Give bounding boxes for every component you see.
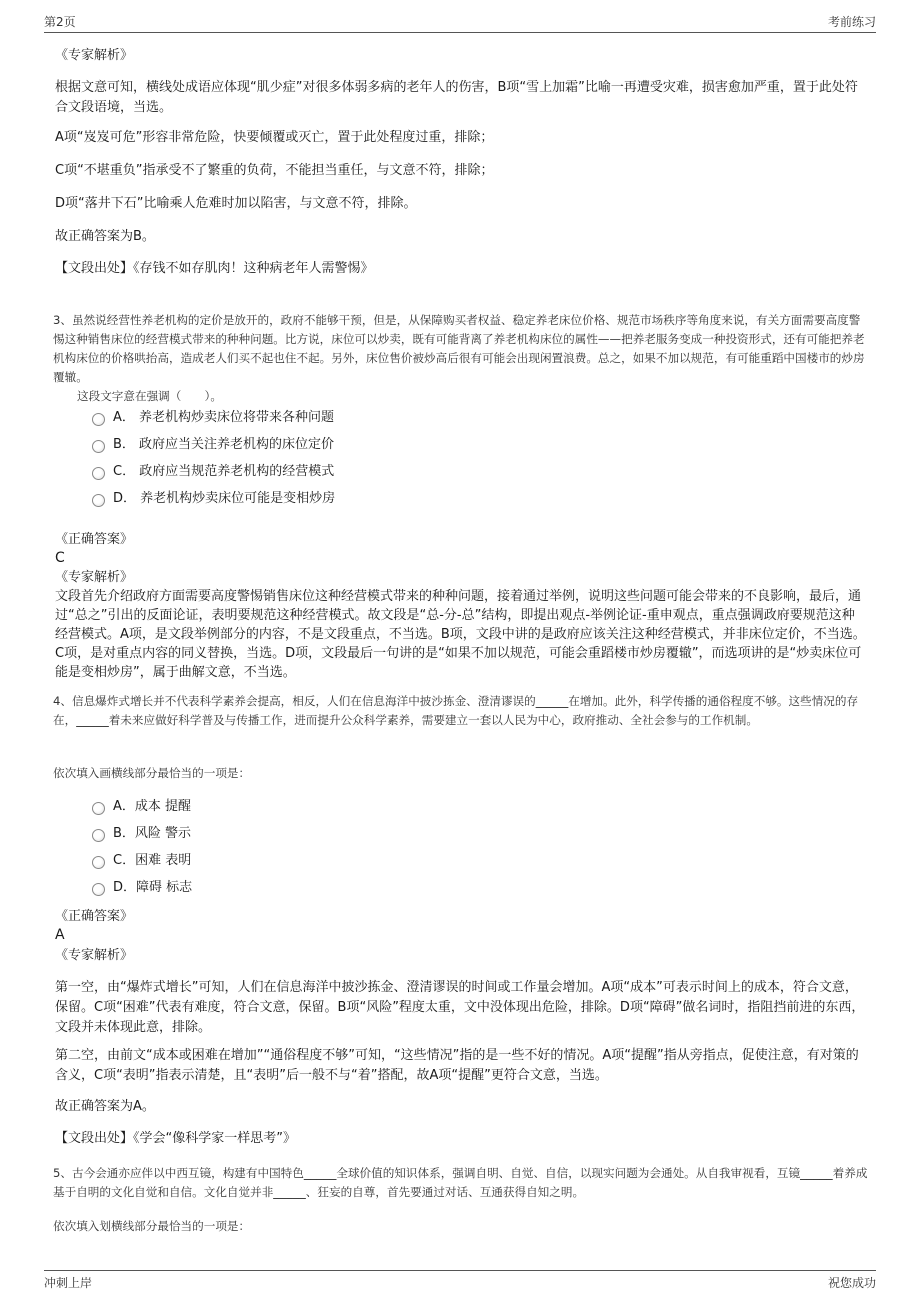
q4-stem-part-b: 在增加。此外，科学传播的通俗程度不够。这些情况的存在， [53,694,859,727]
page-header [44,10,876,33]
q3-analysis-label: 《专家解析》 [55,570,134,585]
q3-question: 这段文字意在强调（ ）。 [77,389,222,403]
page-number: 第2页 [44,15,76,29]
radio-icon[interactable] [92,494,105,507]
q4-source: 【文段出处】《学会“像科学家一样思考”》 [55,1131,296,1146]
q4-analysis-label: 《专家解析》 [55,948,134,963]
q4-option-b-label: B．风险 警示 [113,826,192,841]
q4-question: 依次填入画横线部分最恰当的一项是： [53,766,251,780]
q3-option-d[interactable] [92,489,335,509]
q4-blank-2: _____ [76,713,109,728]
q3-analysis: 文段首先介绍政府方面需要高度警惕销售床位这种经营模式带来的种种问题，接着通过举例，说明这些问题可能会带来的不良影响，最后，通过“总之”引出的反面论证，表明要规范这种经营模式。故文段是“总-分-总”结构，即提出观点-举例论证-重申观点，重点强调政府要规范这种经营模式。A项，是文段举例部分的内容，不是文段重点，不当选。B项，文段中讲的是政府应该关注这种经营模式，并非床位定价，不当选。C项，是对重点内容的同义替换，当选。D项，文段最后一句讲的是“如果不加以规范，可能会重蹈楼市炒房覆辙”，而选项讲的是“炒卖床位可能是变相炒房”，属于曲解文意，不当选。 [55,589,866,680]
q2-analysis-conclusion: 故正确答案为B。 [55,229,155,244]
q2-analysis-p1: 根据文意可知，横线处成语应体现“肌少症”对很多体弱多病的老年人的伤害，B项“雪上加霜”比喻一再遭受灾难，损害愈加严重，置于此处符合文段语境，当选。 [55,80,858,115]
q3-option-d-label: D． 养老机构炒卖床位可能是变相炒房 [113,491,336,506]
q3-stem: 3、虽然说经营性养老机构的定价是放开的，政府不能够干预，但是，从保障购买者权益、稳定养老床位价格、规范市场秩序等角度来说，有关方面需要高度警惕这种销售床位的经营模式带来的种种问题。比方说，床位可以炒卖，既有可能背离了养老机构床位的属性——把养老服务变成一种投资形式，还有可能把养老机构床位的价格哄抬高，造成老人们买不起也住不起。另外，床位售价被炒高后很有可能会出现闲置浪费。总之，如果不加以规范，有可能重蹈中国楼市的炒房覆辙。 [53,313,865,384]
q2-analysis-label: 《专家解析》 [55,48,134,63]
q3-option-c-label: C． 政府应当规范养老机构的经营模式 [113,464,335,479]
page-footer [44,1270,876,1295]
q4-stem [53,692,868,730]
q3-answer-label: 《正确答案》 [55,532,134,547]
q4-option-d-label: D．障碍 标志 [113,880,193,895]
q4-stem-part-a: 4、信息爆炸式增长并不代表科学素养会提高，相反，人们在信息海洋中披沙拣金、澄清谬误的 [53,694,536,708]
header-title: 考前练习 [827,15,876,29]
q5-stem-part-c: 着养成基于自明的文化自觉和自信。文化自觉并非 [53,1166,868,1199]
footer-left: 冲刺上岸 [44,1276,93,1290]
radio-icon[interactable] [92,856,105,869]
q2-analysis-p4: D项“落井下石”比喻乘人危难时加以陷害，与文意不符，排除。 [55,196,417,211]
q4-option-b[interactable] [92,824,191,844]
q2-analysis-p3: C项“不堪重负”指承受不了繁重的负荷，不能担当重任，与文意不符，排除； [55,163,494,178]
q4-option-c-label: C．困难 表明 [113,853,192,868]
q5-stem-part-d: 、狂妄的自尊，首先要通过对话、互通获得自知之明。 [305,1185,585,1199]
q4-option-c[interactable] [92,851,191,871]
q4-stem-part-c: 着未来应做好科学普及与传播工作，进而提升公众科学素养，需要建立一套以人民为中心，政府推动、全社会参与的工作机制。 [108,713,758,727]
q2-source: 【文段出处】《存钱不如存肌肉！这种病老年人需警惕》 [55,261,374,276]
radio-icon[interactable] [92,467,105,480]
q5-stem-part-a: 5、古今会通亦应伴以中西互镜，构建有中国特色 [53,1166,304,1180]
q4-analysis-p2: 第二空，由前文“成本或困难在增加”“通俗程度不够”可知，“这些情况”指的是一些不好的情况。A项“提醒”指从旁指点，促使注意，有对策的含义，C项“表明”指表示清楚，且“表明”后一般不与“着”搭配，故A项“提醒”更符合文意，当选。 [55,1048,859,1083]
q3-option-b-label: B． 政府应当关注养老机构的床位定价 [113,437,335,452]
q5-stem-part-b: 全球价值的知识体系，强调自明、自觉、自信，以现实问题为会通处。从自我审视看，互镜 [336,1166,801,1180]
radio-icon[interactable] [92,829,105,842]
q3-option-b[interactable] [92,435,334,455]
q4-option-a[interactable] [92,797,191,817]
q5-blank-1: _____ [303,1166,337,1181]
q4-option-a-label: A．成本 提醒 [113,799,192,814]
footer-right: 祝您成功 [827,1276,876,1290]
radio-icon[interactable] [92,883,105,896]
q5-blank-2: _____ [800,1166,833,1181]
radio-icon[interactable] [92,440,105,453]
q4-answer: A [55,927,65,943]
q5-question: 依次填入划横线部分最恰当的一项是： [53,1219,251,1233]
radio-icon[interactable] [92,413,105,426]
q3-option-c[interactable] [92,462,334,482]
q4-option-d[interactable] [92,878,192,898]
q5-stem [53,1164,868,1202]
q4-analysis-p1: 第一空，由“爆炸式增长”可知，人们在信息海洋中披沙拣金、澄清谬误的时间或工作量会增加。A项“成本”可表示时间上的成本，符合文意，保留。C项“困难”代表有难度，符合文意，保留。B项“风险”程度太重，文中没体现出危险，排除。D项“障碍”做名词时，指阻挡前进的东西，文段并未体现此意，排除。 [55,980,865,1035]
radio-icon[interactable] [92,802,105,815]
q2-analysis-p2: A项“岌岌可危”形容非常危险，快要倾覆或灭亡，置于此处程度过重，排除； [55,130,494,145]
q3-answer: C [55,550,65,566]
q5-blank-3: _____ [273,1185,306,1200]
q3-option-a-label: A． 养老机构炒卖床位将带来各种问题 [113,410,335,425]
q4-blank-1: _____ [535,694,569,709]
q4-answer-label: 《正确答案》 [55,909,134,924]
q4-analysis-conclusion: 故正确答案为A。 [55,1099,155,1114]
q3-option-a[interactable] [92,408,334,428]
